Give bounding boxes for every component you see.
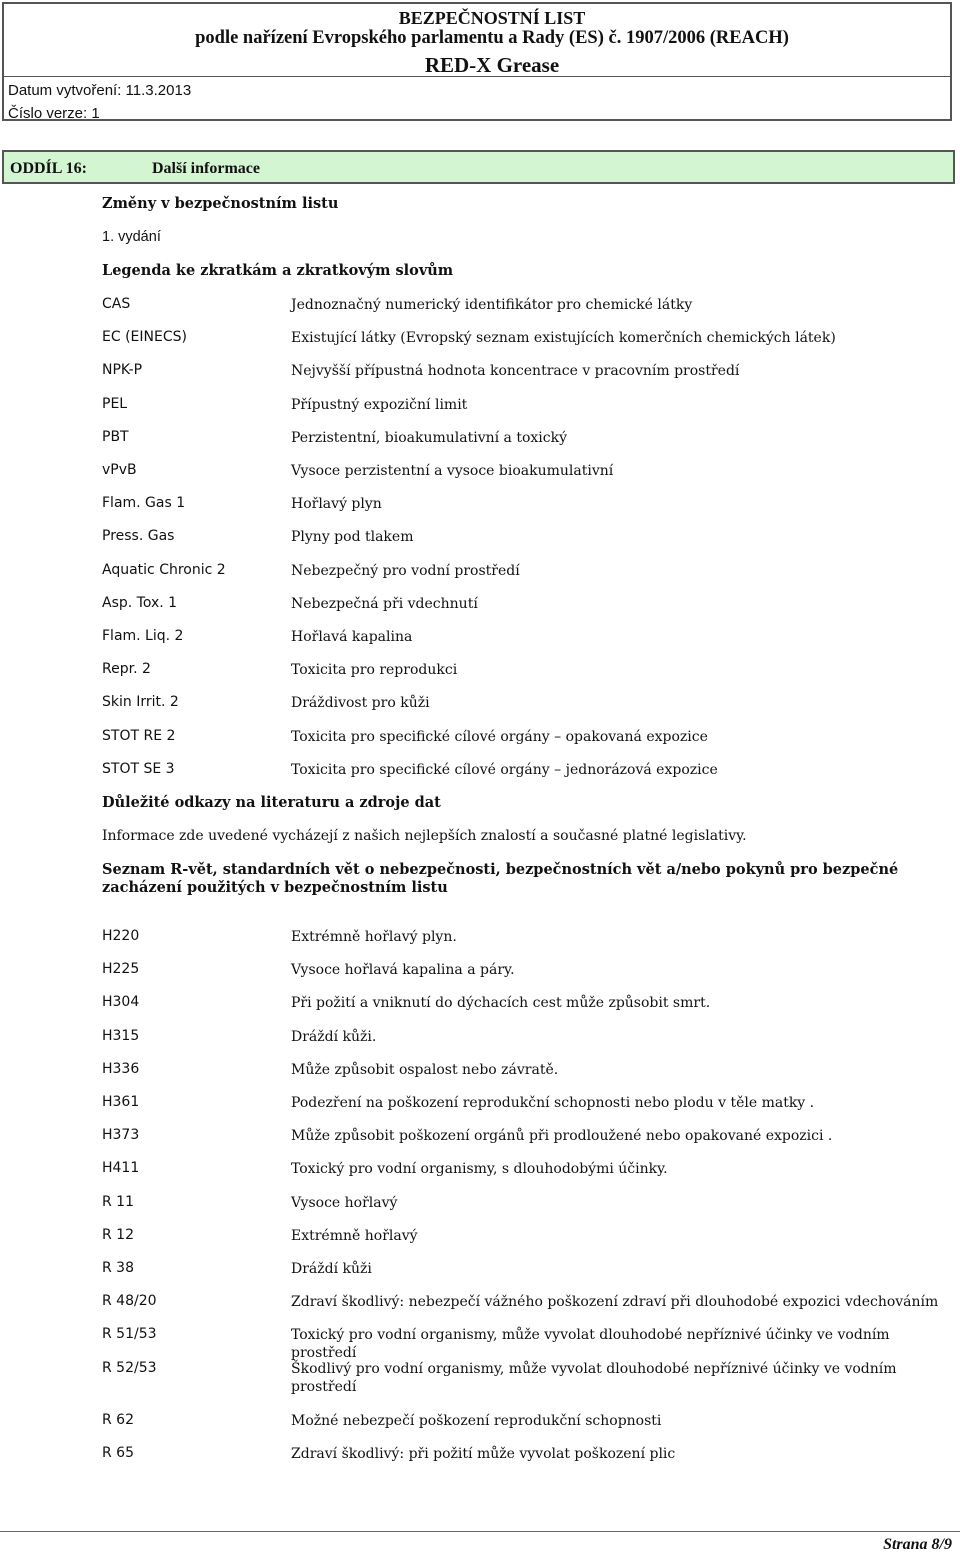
item-description: Perzistentní, bioakumulativní a toxický	[291, 429, 568, 446]
phrases-title: Seznam R-vět, standardních vět o nebezpečnosti, bezpečnostních vět a/nebo pokynů pro bezpečné zacházení použitých v bezpečnostním listu	[102, 861, 899, 896]
item-description: Extrémně hořlavý plyn.	[291, 929, 457, 945]
list-item	[0, 595, 960, 617]
item-description: Zdraví škodlivý: při požití může vyvolat poškození plic	[291, 1445, 676, 1462]
section-heading	[2, 150, 955, 184]
item-description: Toxicita pro specifické cílové orgány – jednorázová expozice	[291, 761, 718, 778]
list-item	[0, 296, 960, 318]
item-description: Přípustný expoziční limit	[291, 396, 468, 413]
list-item	[0, 628, 960, 650]
item-code: EC (EINECS)	[102, 329, 187, 346]
list-item	[0, 1412, 960, 1434]
item-code: PEL	[102, 395, 128, 412]
list-item	[0, 728, 960, 750]
product-name: RED-X Grease	[424, 53, 560, 77]
item-code: CAS	[102, 296, 131, 312]
list-item	[0, 495, 960, 517]
item-code: Repr. 2	[102, 661, 151, 678]
list-item	[0, 362, 960, 384]
list-item	[0, 1260, 960, 1282]
item-description: Nebezpečný pro vodní prostředí	[291, 562, 520, 579]
item-code: STOT RE 2	[102, 727, 176, 744]
item-description: Toxický pro vodní organismy, může vyvolat dlouhodobé nepříznivé účinky ve vodním prostředí	[291, 1327, 890, 1362]
list-item	[0, 761, 960, 783]
list-item	[0, 994, 960, 1016]
section-name: Další informace	[152, 160, 260, 177]
item-code: R 11	[102, 1193, 134, 1210]
item-description: Může způsobit poškození orgánů při prodloužené nebo opakované expozici .	[291, 1128, 833, 1145]
item-description: Nebezpečná při vdechnutí	[291, 595, 478, 612]
document-header	[2, 2, 952, 121]
page-number: Strana 8/9	[883, 1536, 952, 1553]
list-item	[0, 429, 960, 451]
item-description: Možné nebezpečí poškození reprodukční schopnosti	[291, 1412, 662, 1429]
list-item	[0, 1359, 960, 1395]
item-description: Dráždí kůži.	[291, 1028, 377, 1045]
changes-title: Změny v bezpečnostním listu	[102, 195, 339, 212]
item-code: Press. Gas	[102, 528, 175, 545]
item-description: Vysoce hořlavý	[291, 1194, 398, 1211]
item-code: Aquatic Chronic 2	[102, 561, 226, 578]
list-item	[0, 1160, 960, 1182]
list-item	[0, 1194, 960, 1216]
item-description: Dráždí kůži	[291, 1261, 372, 1277]
item-description: Dráždivost pro kůži	[291, 695, 430, 712]
item-code: H336	[102, 1060, 140, 1077]
creation-date: Datum vytvoření: 11.3.2013	[8, 82, 192, 99]
list-item	[0, 928, 960, 950]
item-description: Při požití a vniknutí do dýchacích cest může způsobit smrt.	[291, 995, 711, 1012]
document-regulation: podle nařízení Evropského parlamentu a Rady (ES) č. 1907/2006 (REACH)	[195, 28, 789, 48]
item-code: H225	[102, 961, 140, 978]
item-code: R 48/20	[102, 1293, 157, 1310]
item-code: Flam. Liq. 2	[102, 628, 184, 644]
list-item	[0, 1028, 960, 1050]
list-item	[0, 961, 960, 983]
list-item	[0, 1227, 960, 1249]
item-code: R 38	[102, 1260, 134, 1276]
item-code: R 52/53	[102, 1359, 157, 1376]
footer-divider	[0, 1531, 960, 1532]
item-description: Škodlivý pro vodní organismy, může vyvolat dlouhodobé nepříznivé účinky ve vodním prostředí	[291, 1360, 897, 1395]
item-description: Vysoce hořlavá kapalina a páry.	[291, 962, 515, 979]
item-description: Hořlavý plyn	[291, 496, 382, 513]
item-description: Podezření na poškození reprodukční schopnosti nebo plodu v těle matky .	[291, 1095, 815, 1111]
legend-title: Legenda ke zkratkám a zkratkovým slovům	[102, 262, 454, 279]
list-item	[0, 462, 960, 484]
item-description: Jednoznačný numerický identifikátor pro chemické látky	[291, 297, 693, 313]
list-item	[0, 1094, 960, 1116]
item-code: Flam. Gas 1	[102, 495, 186, 512]
list-item	[0, 1326, 960, 1362]
item-description: Nejvyšší přípustná hodnota koncentrace v pracovním prostředí	[291, 363, 740, 380]
document-title: BEZPEČNOSTNÍ LIST	[398, 8, 586, 28]
item-code: Asp. Tox. 1	[102, 594, 178, 611]
item-description: Hořlavá kapalina	[291, 629, 413, 645]
item-description: Plyny pod tlakem	[291, 529, 414, 546]
item-description: Může způsobit ospalost nebo závratě.	[291, 1061, 559, 1078]
item-description: Toxický pro vodní organismy, s dlouhodobými účinky.	[291, 1161, 668, 1178]
list-item	[0, 1445, 960, 1467]
list-item	[0, 562, 960, 584]
version-number: Číslo verze: 1	[8, 105, 100, 122]
references-text: Informace zde uvedené vycházejí z našich nejlepších znalostí a současné platné legislativy.	[102, 828, 747, 844]
item-code: R 12	[102, 1226, 134, 1243]
list-item	[0, 1293, 960, 1315]
item-description: Zdraví škodlivý: nebezpečí vážného poškození zdraví při dlouhodobé expozici vdechováním	[291, 1294, 939, 1311]
item-description: Toxicita pro reprodukci	[291, 662, 458, 679]
item-description: Extrémně hořlavý	[291, 1227, 418, 1244]
references-title: Důležité odkazy na literaturu a zdroje dat	[102, 794, 441, 811]
item-description: Existující látky (Evropský seznam existujících komerčních chemických látek)	[291, 330, 836, 347]
item-description: Toxicita pro specifické cílové orgány – opakovaná expozice	[291, 728, 708, 745]
item-code: R 62	[102, 1411, 134, 1428]
item-code: H373	[102, 1127, 140, 1144]
list-item	[0, 694, 960, 716]
item-code: Skin Irrit. 2	[102, 694, 179, 711]
item-code: R 65	[102, 1444, 134, 1461]
item-code: H304	[102, 994, 140, 1011]
item-code: R 51/53	[102, 1326, 157, 1343]
item-code: H411	[102, 1160, 140, 1177]
changes-text: 1. vydání	[102, 229, 161, 245]
item-code: STOT SE 3	[102, 760, 175, 777]
list-item	[0, 329, 960, 351]
list-item	[0, 396, 960, 418]
item-code: PBT	[102, 428, 129, 445]
item-code: vPvB	[102, 462, 137, 478]
list-item	[0, 1127, 960, 1149]
section-number: ODDÍL 16:	[10, 160, 87, 177]
list-item	[0, 661, 960, 683]
item-description: Vysoce perzistentní a vysoce bioakumulativní	[291, 463, 614, 479]
item-code: H315	[102, 1027, 140, 1044]
item-code: NPK-P	[102, 362, 143, 379]
list-item	[0, 1061, 960, 1083]
list-item	[0, 528, 960, 550]
item-code: H220	[102, 928, 140, 944]
item-code: H361	[102, 1094, 140, 1110]
